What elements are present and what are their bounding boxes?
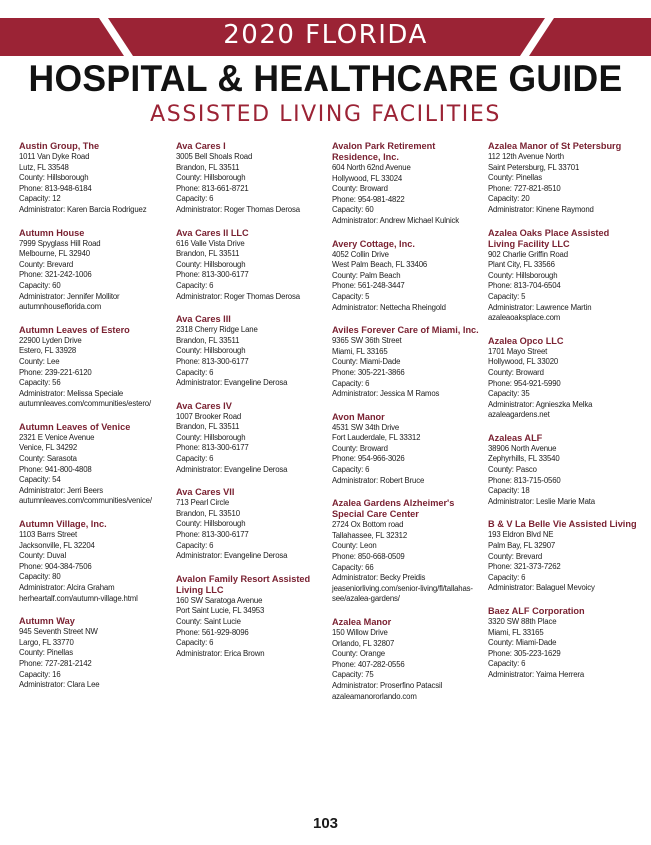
facility-name: Azalea Oaks Place Assisted Living Facility LLC (488, 227, 610, 249)
facility-entry (488, 141, 638, 216)
facility-detail-line: Capacity: 5 (488, 291, 526, 301)
header-banner (0, 18, 651, 56)
facility-detail-line: 38906 North Avenue (488, 443, 557, 453)
facility-detail-line: herheartalf.com/autumn-village.html (19, 593, 138, 603)
facility-detail-line: Administrator: Balaguel Mevoicy (488, 583, 595, 593)
facility-detail-line: Phone: 941-800-4808 (19, 464, 92, 474)
facility-detail-line: County: Pinellas (488, 173, 542, 183)
facility-detail-line: azaleaoaksplace.com (488, 313, 561, 323)
facility-detail-line: Phone: 561-929-8096 (176, 627, 249, 637)
facility-detail-line: County: Brevard (19, 259, 74, 269)
facility-detail-line: County: Hillsborough (176, 173, 246, 183)
listing-column-3 (332, 141, 482, 714)
facility-detail-line: Phone: 813-661-8721 (176, 183, 249, 193)
facility-detail-line: Phone: 813-300-6177 (176, 270, 249, 280)
facility-detail-line: autumnleaves.com/communities/estero/ (19, 399, 151, 409)
facility-detail-line: Administrator: Robert Bruce (332, 475, 425, 485)
facility-detail-line: Phone: 813-704-6504 (488, 281, 561, 291)
facility-entry (488, 519, 638, 594)
facility-entry (176, 574, 326, 660)
facility-detail-line: Phone: 813-948-6184 (19, 183, 92, 193)
facility-detail-line: County: Pasco (488, 465, 537, 475)
facility-detail-line: 1007 Brooker Road (176, 411, 242, 421)
facility-detail-line: Capacity: 60 (332, 205, 374, 215)
facility-detail-line: Capacity: 6 (332, 465, 370, 475)
facility-detail-line: Brandon, FL 33510 (176, 508, 240, 518)
facility-name: Avalon Family Resort Assisted Living LLC (176, 573, 311, 595)
facility-detail-line: Administrator: Alcira Graham (19, 583, 115, 592)
facility-detail-line: jeaseniorliving.com/senior-living/fl/tallahas- (332, 583, 473, 593)
facility-detail-line: County: Leon (332, 541, 377, 551)
facility-detail-line: Capacity: 6 (176, 280, 214, 290)
facility-detail-line: 193 Eldron Blvd NE (488, 530, 554, 540)
facility-detail-line: County: Brevard (488, 551, 543, 561)
facility-detail-line: Phone: 813-300-6177 (176, 443, 249, 453)
facility-detail-line: Administrator: Andrew Michael Kulnick (332, 215, 460, 225)
facility-entry (332, 141, 482, 227)
facility-detail-line: azaleagardens.net (488, 410, 550, 420)
facility-name: Ava Cares I (176, 141, 226, 151)
facility-detail-line: see/azalea-gardens/ (332, 594, 400, 604)
facility-detail-line: County: Duval (19, 551, 67, 561)
facility-entry (488, 606, 638, 681)
facility-detail-line: Zephyrhills, FL 33540 (488, 454, 560, 464)
facility-detail-line: County: Palm Beach (332, 270, 401, 280)
facility-detail-line: County: Hillsborough (176, 346, 246, 356)
facility-detail-line: Phone: 954-981-4822 (332, 194, 405, 204)
facility-entry (332, 498, 482, 605)
facility-entry (488, 433, 638, 508)
facility-detail-line: Phone: 239-221-6120 (19, 367, 92, 377)
facility-entry (176, 141, 326, 216)
facility-detail-line: 1011 Van Dyke Road (19, 152, 90, 161)
facility-detail-line: Hollywood, FL 33024 (332, 173, 403, 183)
facility-detail-line: Capacity: 6 (176, 638, 214, 648)
facility-detail-line: Capacity: 6 (488, 572, 526, 582)
facility-entry (176, 228, 326, 303)
facility-detail-line: County: Hillsborough (176, 259, 246, 269)
facility-detail-line: 3005 Bell Shoals Road (176, 152, 253, 161)
facility-detail-line: Fort Lauderdale, FL 33312 (332, 433, 421, 443)
facility-detail-line: County: Broward (488, 367, 544, 377)
page-title: HOSPITAL & HEALTHCARE GUIDE (28, 58, 623, 99)
facility-detail-line: Capacity: 35 (488, 389, 530, 399)
facility-detail-line: Administrator: Evangeline Derosa (176, 551, 288, 561)
facility-entry (332, 412, 482, 487)
facility-detail-line: 902 Charlie Griffin Road (488, 249, 568, 259)
facility-detail-line: Capacity: 66 (332, 562, 374, 572)
facility-name: Autumn Way (19, 616, 75, 627)
facility-detail-line: Palm Bay, FL 32907 (488, 541, 556, 551)
facility-detail-line: County: Hillsborough (176, 519, 246, 529)
facility-detail-line: County: Sarasota (19, 454, 77, 464)
facility-detail-line: Administrator: Jennifer Mollitor (19, 291, 120, 301)
facility-entry (19, 422, 169, 507)
facility-detail-line: Estero, FL 33928 (19, 346, 77, 356)
facility-name: Azalea Gardens Alzheimer's Special Care Center (332, 498, 455, 520)
facility-detail-line: Capacity: 5 (332, 291, 370, 301)
facility-detail-line: County: Pinellas (19, 648, 73, 658)
facility-entry (176, 401, 326, 476)
facility-detail-line: Administrator: Lawrence Martin (488, 302, 592, 312)
listing-column-2 (176, 141, 326, 671)
facility-detail-line: Administrator: Roger Thomas Derosa (176, 291, 300, 301)
facility-detail-line: 1103 Barrs Street (19, 530, 77, 540)
facility-detail-line: Phone: 305-221-3866 (332, 367, 405, 377)
facility-detail-line: Capacity: 16 (19, 669, 61, 679)
facility-detail-line: Hollywood, FL 33020 (488, 357, 559, 367)
section-subtitle: ASSISTED LIVING FACILITIES (150, 102, 501, 127)
facility-detail-line: County: Hillsborough (488, 270, 558, 280)
facility-detail-line: Capacity: 6 (176, 367, 214, 377)
facility-name: Autumn Leaves of Venice (19, 421, 131, 432)
facility-detail-line: 160 SW Saratoga Avenue (176, 595, 263, 605)
facility-detail-line: azaleamanororlando.com (332, 691, 417, 701)
facility-detail-line: Phone: 813-715-0560 (488, 475, 561, 485)
facility-detail-line: Phone: 321-242-1006 (19, 270, 92, 280)
facility-detail-line: Brandon, FL 33511 (176, 162, 240, 172)
facility-detail-line: 7999 Spyglass Hill Road (19, 238, 101, 248)
facility-name: Avery Cottage, Inc. (332, 238, 415, 249)
facility-name: Autumn Village, Inc. (19, 519, 107, 530)
facility-detail-line: 604 North 62nd Avenue (332, 163, 411, 172)
facility-detail-line: Administrator: Nettecha Rheingold (332, 302, 446, 312)
facility-detail-line: County: Miami-Dade (332, 357, 401, 367)
facility-detail-line: Phone: 407-282-0556 (332, 659, 405, 669)
facility-name: Azalea Opco LLC (488, 335, 564, 346)
facility-detail-line: Administrator: Karen Barcia Rodriguez (19, 204, 147, 214)
facility-detail-line: County: Broward (332, 443, 388, 453)
facility-detail-line: Jacksonville, FL 32204 (19, 540, 95, 550)
facility-entry (176, 487, 326, 562)
facility-name: Azaleas ALF (488, 432, 543, 443)
facility-detail-line: West Palm Beach, FL 33406 (332, 260, 428, 270)
facility-name: Avalon Park Retirement Residence, Inc. (332, 141, 436, 162)
facility-entry (488, 228, 638, 324)
banner-title: 2020 FLORIDA (223, 20, 428, 50)
facility-detail-line: Administrator: Melissa Speciale (19, 388, 124, 398)
facility-detail-line: Capacity: 18 (488, 486, 530, 496)
facility-detail-line: Miami, FL 33165 (488, 627, 544, 637)
facility-detail-line: 2321 E Venice Avenue (19, 432, 95, 442)
facility-detail-line: Capacity: 6 (176, 194, 214, 204)
facility-detail-line: Melbourne, FL 32940 (19, 249, 90, 259)
facility-detail-line: Administrator: Kinene Raymond (488, 204, 594, 214)
facility-detail-line: Capacity: 6 (176, 540, 214, 550)
facility-name: B & V La Belle Vie Assisted Living (488, 519, 637, 530)
facility-detail-line: Capacity: 54 (19, 475, 61, 485)
facility-name: Autumn Leaves of Estero (19, 324, 130, 335)
facility-detail-line: Brandon, FL 33511 (176, 422, 240, 432)
facility-entry (19, 519, 169, 604)
facility-detail-line: Phone: 305-223-1629 (488, 648, 561, 658)
facility-detail-line: Largo, FL 33770 (19, 637, 74, 647)
facility-entry (19, 228, 169, 313)
facility-detail-line: 150 Willow Drive (332, 628, 388, 637)
facility-detail-line: Capacity: 6 (176, 454, 214, 464)
facility-detail-line: autumnleaves.com/communities/venice/ (19, 496, 152, 506)
facility-detail-line: County: Hillsborough (19, 173, 89, 183)
facility-detail-line: autumnhouseflorida.com (19, 302, 102, 312)
facility-detail-line: Capacity: 12 (19, 194, 61, 204)
facility-detail-line: Port Saint Lucie, FL 34953 (176, 606, 265, 616)
facility-detail-line: Administrator: Yaima Herrera (488, 669, 585, 679)
facility-detail-line: 4531 SW 34th Drive (332, 422, 400, 432)
facility-name: Ava Cares II LLC (176, 227, 249, 238)
facility-detail-line: Phone: 727-821-8510 (488, 183, 561, 193)
facility-entry (19, 141, 169, 216)
page-number: 103 (312, 815, 339, 832)
facility-entry (332, 617, 482, 702)
facility-detail-line: 1701 Mayo Street (488, 346, 548, 356)
facility-name: Azalea Manor (332, 617, 392, 627)
facility-detail-line: Phone: 954-966-3026 (332, 454, 405, 464)
facility-detail-line: Capacity: 80 (19, 572, 61, 582)
facility-detail-line: Phone: 561-248-3447 (332, 281, 405, 291)
facility-detail-line: Lutz, FL 33548 (19, 162, 69, 172)
facility-name: Azalea Manor of St Petersburg (488, 141, 622, 151)
facility-detail-line: Capacity: 75 (332, 670, 374, 680)
facility-detail-line: Phone: 904-384-7506 (19, 561, 92, 571)
facility-detail-line: Administrator: Erica Brown (176, 648, 265, 658)
facility-detail-line: County: Orange (332, 649, 385, 659)
facility-detail-line: Capacity: 6 (488, 659, 526, 669)
facility-detail-line: Phone: 813-300-6177 (176, 530, 249, 540)
facility-detail-line: Brandon, FL 33511 (176, 249, 240, 259)
facility-entry (332, 239, 482, 314)
facility-entry (176, 314, 326, 389)
facility-detail-line: Miami, FL 33165 (332, 346, 388, 356)
facility-detail-line: County: Hillsborough (176, 432, 246, 442)
facility-entry (19, 616, 169, 691)
facility-detail-line: Administrator: Agnieszka Melka (488, 399, 593, 409)
facility-detail-line: Phone: 850-668-0509 (332, 552, 405, 562)
facility-detail-line: Administrator: Jerri Beers (19, 485, 104, 495)
facility-detail-line: Venice, FL 34292 (19, 443, 77, 453)
facility-detail-line: Saint Petersburg, FL 33701 (488, 162, 580, 172)
listing-column-4 (488, 141, 638, 693)
facility-detail-line: Administrator: Roger Thomas Derosa (176, 204, 300, 214)
facility-name: Ava Cares III (176, 314, 231, 325)
facility-detail-line: Capacity: 6 (332, 378, 370, 388)
facility-detail-line: Capacity: 20 (488, 194, 530, 204)
facility-entry (19, 325, 169, 410)
facility-name: Ava Cares VII (176, 487, 235, 498)
facility-detail-line: Phone: 727-281-2142 (19, 658, 92, 668)
facility-detail-line: Administrator: Jessica M Ramos (332, 389, 440, 399)
facility-detail-line: 713 Pearl Circle (176, 498, 230, 508)
facility-detail-line: Plant City, FL 33566 (488, 260, 555, 270)
facility-name: Austin Group, The (19, 141, 100, 151)
facility-detail-line: Administrator: Proserfino Patacsil (332, 680, 443, 690)
facility-detail-line: 2724 Ox Bottom road (332, 520, 404, 530)
facility-detail-line: Administrator: Leslie Marie Mata (488, 496, 595, 506)
facility-detail-line: Capacity: 56 (19, 378, 61, 388)
facility-detail-line: County: Lee (19, 356, 60, 366)
facility-detail-line: 112 12th Avenue North (488, 152, 564, 161)
facility-detail-line: Capacity: 60 (19, 280, 61, 290)
facility-detail-line: County: Saint Lucie (176, 617, 241, 626)
facility-name: Aviles Forever Care of Miami, Inc. (332, 325, 479, 336)
facility-detail-line: Phone: 954-921-5990 (488, 378, 561, 388)
listing-columns (0, 141, 651, 801)
facility-name: Avon Manor (332, 411, 385, 422)
facility-detail-line: 22900 Lyden Drive (19, 335, 82, 345)
facility-detail-line: County: Miami-Dade (488, 638, 557, 648)
facility-detail-line: Phone: 321-373-7262 (488, 562, 561, 572)
facility-detail-line: Administrator: Evangeline Derosa (176, 378, 288, 388)
facility-detail-line: 2318 Cherry Ridge Lane (176, 325, 258, 335)
facility-detail-line: Administrator: Evangeline Derosa (176, 464, 288, 474)
facility-name: Autumn House (19, 227, 85, 238)
facility-detail-line: Phone: 813-300-6177 (176, 356, 249, 366)
listing-column-1 (19, 141, 169, 703)
facility-detail-line: Administrator: Becky Preidis (332, 573, 426, 583)
facility-detail-line: 9365 SW 36th Street (332, 336, 402, 346)
facility-detail-line: Administrator: Clara Lee (19, 680, 100, 690)
facility-entry (332, 325, 482, 400)
facility-detail-line: 616 Valle Vista Drive (176, 238, 245, 248)
facility-detail-line: Orlando, FL 32807 (332, 638, 395, 648)
facility-detail-line: County: Broward (332, 184, 388, 194)
facility-detail-line: Tallahassee, FL 32312 (332, 530, 408, 540)
facility-entry (488, 336, 638, 421)
facility-detail-line: 945 Seventh Street NW (19, 627, 98, 637)
facility-detail-line: Brandon, FL 33511 (176, 335, 240, 345)
facility-detail-line: 3320 SW 88th Place (488, 617, 557, 626)
facility-name: Ava Cares IV (176, 400, 232, 411)
facility-detail-line: 4052 Collin Drive (332, 249, 389, 259)
facility-name: Baez ALF Corporation (488, 606, 585, 616)
